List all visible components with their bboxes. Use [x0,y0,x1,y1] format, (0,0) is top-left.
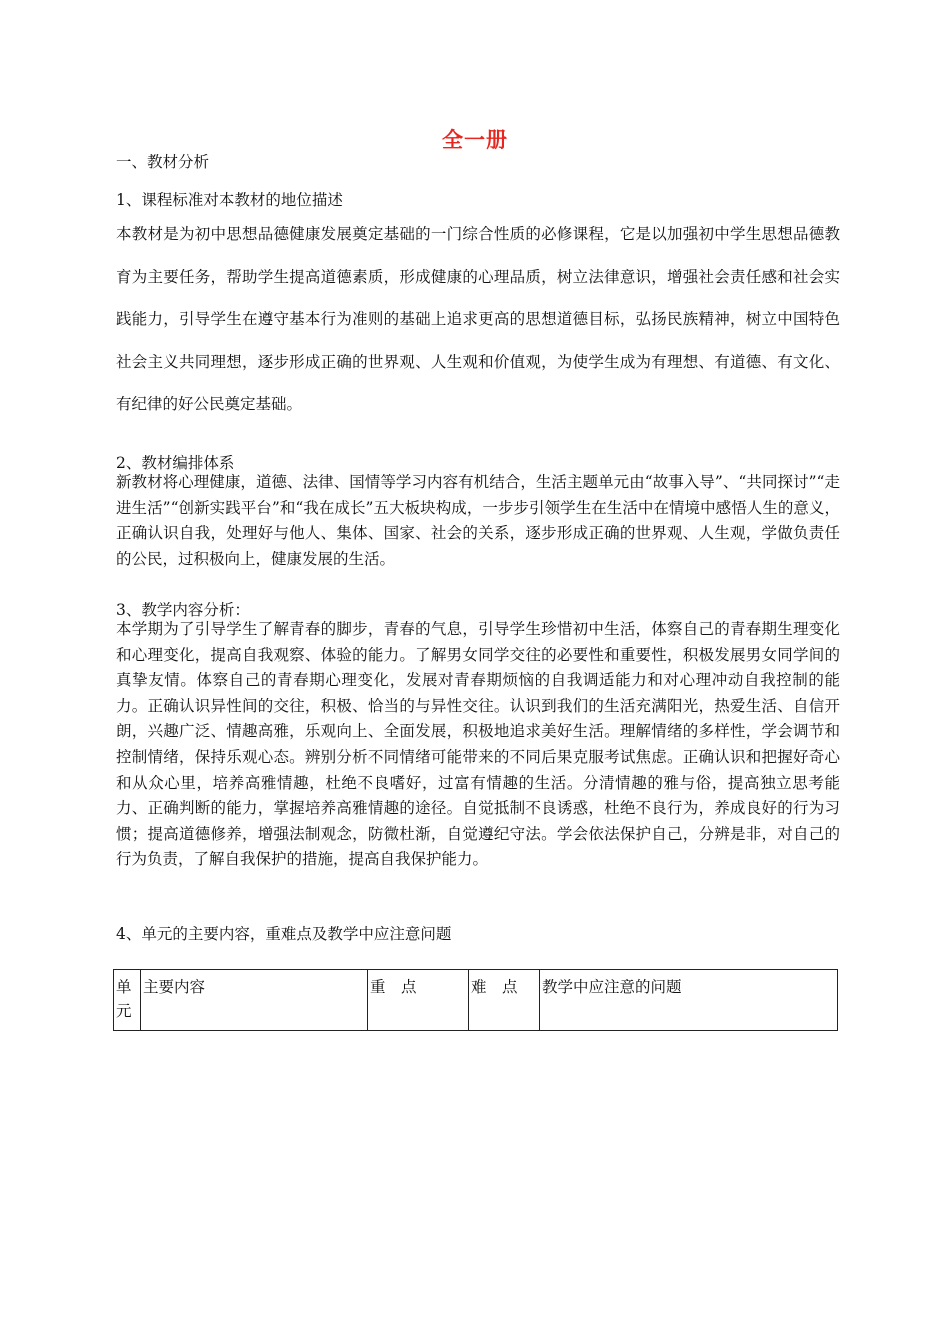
subsection-heading-4: 4、单元的主要内容，重难点及教学中应注意问题 [116,925,452,943]
table-header-row [114,970,838,1031]
subsection-heading-2: 2、教材编排体系 [116,454,235,472]
subsection-heading-1: 1、课程标准对本教材的地位描述 [116,191,343,209]
subsection-body-1: 本教材是为初中思想品德健康发展奠定基础的一门综合性质的必修课程，它是以加强初中学生思想品德教育为主要任务，帮助学生提高道德素质，形成健康的心理品质，树立法律意识，增强社会责任感和社会实践能力，引导学生在遵守基本行为准则的基础上追求更高的思想道德目标，弘扬民族精神，树立中国特色社会主义共同理想，逐步形成正确的世界观、人生观和价值观，为使学生成为有理想、有道德、有文化、有纪律的好公民奠定基础。 [116,225,840,413]
subsection-heading-3: 3、教学内容分析： [116,601,250,619]
units-table [113,969,838,1031]
header-unit: 单元 [114,970,141,1031]
section-heading-analysis: 一、教材分析 [116,153,210,171]
header-key-points: 重 点 [368,970,469,1031]
subsection-body-2: 新教材将心理健康，道德、法律、国情等学习内容有机结合，生活主题单元由“故事入导”、“共同探讨”“走进生活”“创新实践平台”和“我在成长”五大板块构成，一步步引领学生在生活中在情境中感悟人生的意义，正确认识自我，处理好与他人、集体、国家、社会的关系，逐步形成正确的世界观、人生观，学做负责任的公民，过积极向上，健康发展的生活。 [116,473,840,568]
subsection-body-3: 本学期为了引导学生了解青春的脚步，青春的气息，引导学生珍惜初中生活，体察自己的青春期生理变化和心理变化，提高自我观察、体验的能力。了解男女同学交往的必要性和重要性，积极发展男女同学间的真挚友情。体察自己的青春期心理变化，发展对青春期烦恼的自我调适能力和对心理冲动自我控制的能力。正确认识异性间的交往，积极、恰当的与异性交往。认识到我们的生活充满阳光，热爱生活、自信开朗，兴趣广泛、情趣高雅，乐观向上、全面发展，积极地追求美好生活。理解情绪的多样性，学会调节和控制情绪，保持乐观心态。辨别分析不同情绪可能带来的不同后果克服考试焦虑。正确认识和把握好奇心和从众心里，培养高雅情趣，杜绝不良嗜好，过富有情趣的生活。分清情趣的雅与俗，提高独立思考能力、正确判断的能力，掌握培养高雅情趣的途径。自觉抵制不良诱惑，杜绝不良行为，养成良好的行为习惯；提高道德修养，增强法制观念，防微杜渐，自觉遵纪守法。学会依法保护自己，分辨是非，对自己的行为负责，了解自我保护的措施，提高自我保护能力。 [116,620,840,869]
document-title: 全一册 [442,128,508,152]
header-teaching-notes: 教学中应注意的问题 [540,970,838,1031]
header-difficult-points: 难 点 [469,970,540,1031]
header-main-content: 主要内容 [141,970,368,1031]
